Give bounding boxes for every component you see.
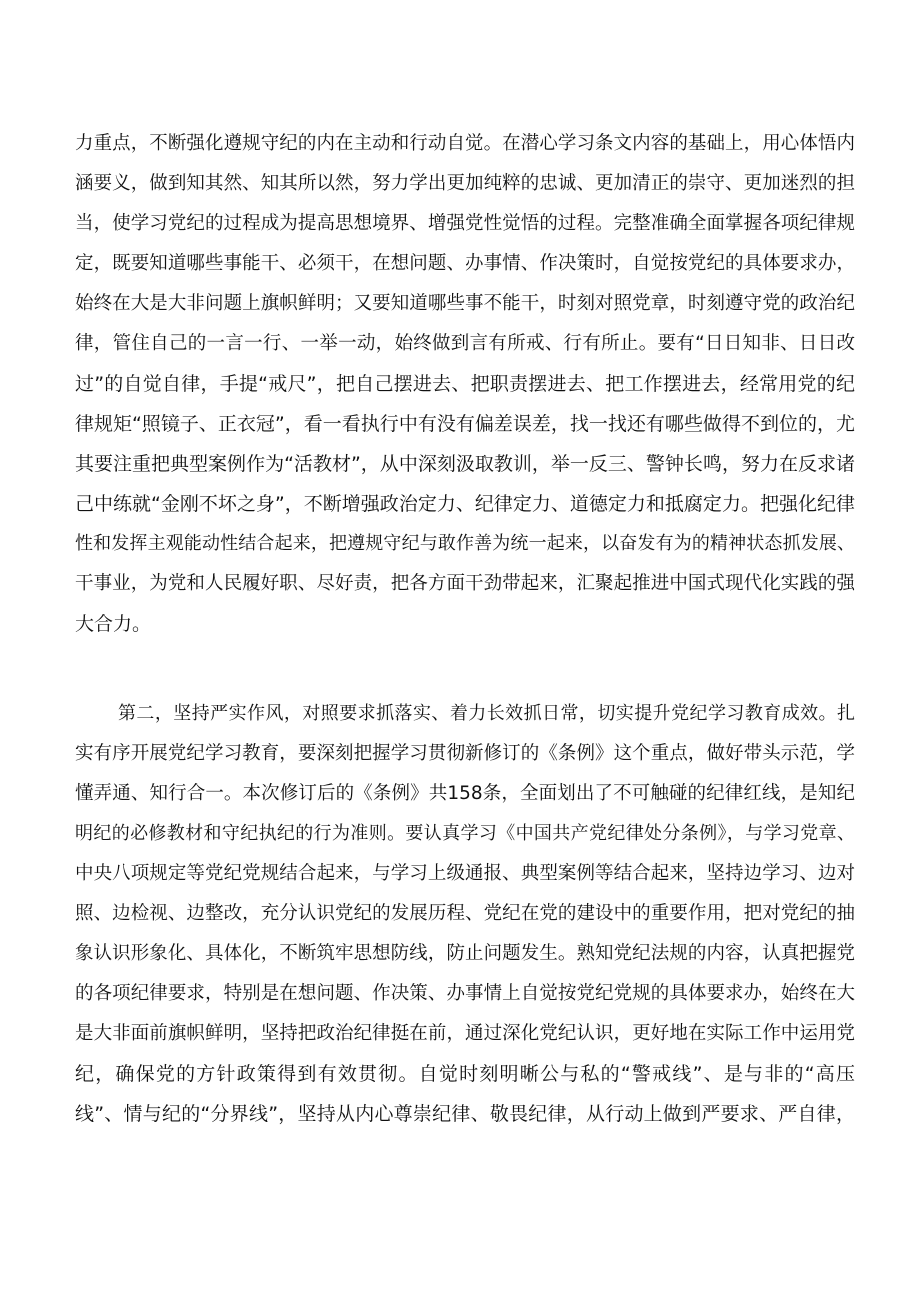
text-line: 过”的自觉自律，手提“戒尺”，把自己摆进去、把职责摆进去、把工作摆进去，经常用党的纪	[75, 373, 855, 395]
text-line: 的各项纪律要求，特别是在想问题、作决策、办事情上自觉按党纪党规的具体要求办，始终在大	[75, 983, 855, 1004]
text-line: 照、边检视、边整改，充分认识党纪的发展历程、党纪在党的建设中的重要作用，把对党纪的抽	[75, 903, 855, 924]
text-line: 明纪的必修教材和守纪执纪的行为准则。要认真学习《中国共产党纪律处分条例》，与学习党章、	[75, 823, 855, 844]
text-line: 力重点，不断强化遵规守纪的内在主动和行动自觉。在潜心学习条文内容的基础上，用心体悟内	[75, 133, 855, 154]
text-line: 当，使学习党纪的过程成为提高思想境界、增强党性觉悟的过程。完整准确全面掌握各项纪律规	[75, 213, 855, 234]
text-line: 大合力。	[75, 613, 152, 635]
text-line: 性和发挥主观能动性结合起来，把遵规守纪与敢作善为统一起来，以奋发有为的精神状态抓发展、	[75, 533, 855, 554]
text-line: 象认识形象化、具体化，不断筑牢思想防线，防止问题发生。熟知党纪法规的内容，认真把握党	[75, 943, 855, 964]
text-line: 实有序开展党纪学习教育，要深刻把握学习贯彻新修订的《条例》这个重点，做好带头示范，学	[75, 743, 855, 764]
text-line: 律规矩“照镜子、正衣冠”，看一看执行中有没有偏差误差，找一找还有哪些做得不到位的，尤	[75, 413, 855, 435]
text-line: 第二，坚持严实作风，对照要求抓落实、着力长效抓日常，切实提升党纪学习教育成效。扎	[118, 703, 855, 724]
text-line: 是大非面前旗帜鲜明，坚持把政治纪律挺在前，通过深化党纪认识，更好地在实际工作中运用党	[75, 1023, 855, 1044]
text-line: 始终在大是大非问题上旗帜鲜明；又要知道哪些事不能干，时刻对照党章，时刻遵守党的政治纪	[75, 293, 855, 314]
text-line: 律，管住自己的一言一行、一举一动，始终做到言有所戒、行有所止。要有“日日知非、日日改	[75, 333, 855, 354]
text-line: 纪，确保党的方针政策得到有效贯彻。自觉时刻明晰公与私的“警戒线”、是与非的“高压	[75, 1063, 855, 1085]
text-line: 己中练就“金刚不坏之身”，不断增强政治定力、纪律定力、道德定力和抵腐定力。把强化纪律	[75, 493, 855, 515]
text-line: 中央八项规定等党纪党规结合起来，与学习上级通报、典型案例等结合起来，坚持边学习、边对	[75, 863, 855, 884]
text-line: 定，既要知道哪些事能干、必须干，在想问题、办事情、作决策时，自觉按党纪的具体要求办，	[75, 253, 855, 274]
text-line: 线”、情与纪的“分界线”，坚持从内心尊崇纪律、敬畏纪律，从行动上做到严要求、严自律，	[75, 1103, 855, 1125]
text-line: 懂弄通、知行合一。本次修订后的《条例》共158条，全面划出了不可触碰的纪律红线，是知纪	[75, 783, 855, 804]
text-line: 其要注重把典型案例作为“活教材”，从中深刻汲取教训，举一反三、警钟长鸣，努力在反求诸	[75, 453, 855, 475]
text-line: 干事业，为党和人民履好职、尽好责，把各方面干劲带起来，汇聚起推进中国式现代化实践的强	[75, 573, 855, 594]
text-line: 涵要义，做到知其然、知其所以然，努力学出更加纯粹的忠诚、更加清正的崇守、更加迷烈的担	[75, 173, 855, 194]
